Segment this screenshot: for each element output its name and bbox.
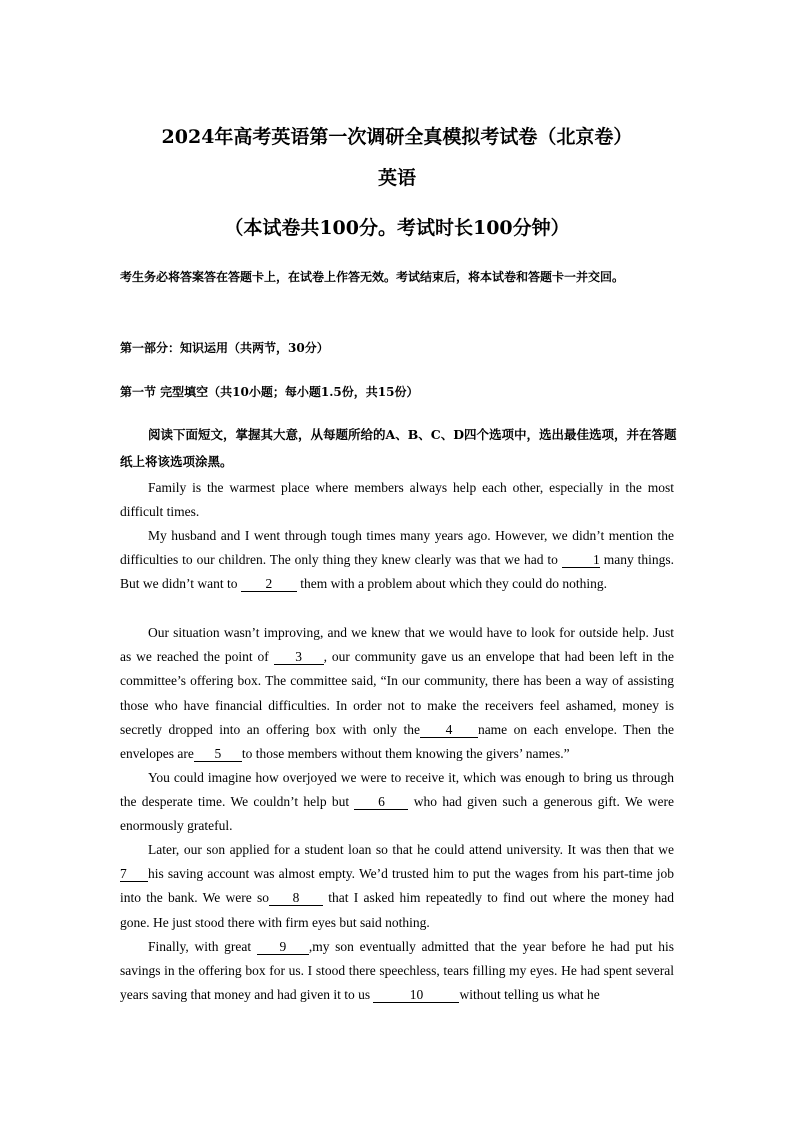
paragraph-text: Finally, with great: [148, 939, 252, 954]
exam-title: 2024年高考英语第一次调研全真模拟考试卷（北京卷）: [161, 126, 633, 148]
paragraph-text: many things. But we didn’t want to: [120, 552, 674, 592]
exam-notice: 考生务必将答案答在答题卡上，在试卷上作答无效。考试结束后，将本试卷和答题卡一并交回。: [120, 270, 625, 284]
paragraph-text: You could imagine how overjoyed we were to receive it, which was enough to bring us through the desperate time. We couldn’t help but: [120, 770, 674, 810]
paragraph-text: name on each envelope. Then the envelopes are: [120, 721, 674, 762]
passage-paragraph-2: [120, 524, 674, 597]
paragraph-text: ,my son eventually admitted that the year before he had put his savings in the offering box for us. I stood there speechless, tears filling my eyes. He had spent several years saving that money and had given it to us: [120, 939, 675, 1003]
blank-7: 7: [120, 866, 148, 882]
blank-8: 8: [269, 890, 323, 906]
blank-10: 10: [373, 987, 459, 1003]
paragraph-text: to those members without them knowing the givers’ names.”: [241, 746, 570, 762]
paragraph-text: Later, our son applied for a student loan so that he could attend university. It was then that we: [148, 842, 674, 857]
paragraph-text: Our situation wasn’t improving, and we knew that we would have to look for outside help. Just as we reached the point of: [120, 625, 674, 665]
paragraph-text: , our community gave us an envelope that had been left in the committee’s offering box. The committee said, “In our community, there has been a way of assisting those who have financial difficulties. In order not to make the receivers feel ashamed, money is secretly dropped into an offering box with only the: [120, 649, 674, 737]
blank-6: 6: [354, 794, 408, 810]
section-heading: 第一节 完型填空（共10小题；每小题1.5份，共15份）: [120, 385, 419, 399]
passage-paragraph-6: [120, 935, 674, 1008]
exam-meta: （本试卷共100分。考试时长100分钟）: [224, 217, 570, 239]
paragraph-text: who had given such a generous gift. We were enormously grateful.: [120, 794, 675, 834]
blank-4: 4: [420, 722, 478, 738]
part-heading: 第一部分：知识运用（共两节，30分）: [120, 341, 329, 355]
paragraph-text: that I asked him repeatedly to find out where the money had gone. He just stood there with firm eyes but said nothing.: [120, 890, 674, 930]
exam-subject: 英语: [377, 167, 416, 189]
blank-2: 2: [241, 576, 297, 592]
section-directions: 阅读下面短文，掌握其大意，从每题所给的A、B、C、D四个选项中，选出最佳选项，并在答题纸上将该选项涂黑。: [120, 427, 677, 469]
paragraph-text: My husband and I went through tough times many years ago. However, we didn’t mention the difficulties to our children. The only thing they knew clearly was that we had to: [120, 528, 674, 568]
paragraph-text: his saving account was almost empty. We’d trusted him to put the wages from his part-time job into the bank. We were so: [120, 866, 674, 906]
passage-paragraph-4: [120, 766, 674, 839]
blank-9: 9: [257, 939, 309, 955]
paragraph-text: them with a problem about which they could do nothing.: [300, 576, 607, 592]
paragraph-text: Family is the warmest place where members always help each other, especially in the most difficult times.: [120, 480, 674, 520]
blank-5: 5: [194, 746, 242, 762]
blank-1: 1: [562, 552, 600, 568]
blank-3: 3: [274, 649, 324, 665]
passage-paragraph-5: [120, 838, 674, 935]
paragraph-text: without telling us what he: [459, 987, 600, 1003]
passage-paragraph-3: [120, 621, 674, 766]
passage-paragraph-1: [120, 476, 674, 524]
